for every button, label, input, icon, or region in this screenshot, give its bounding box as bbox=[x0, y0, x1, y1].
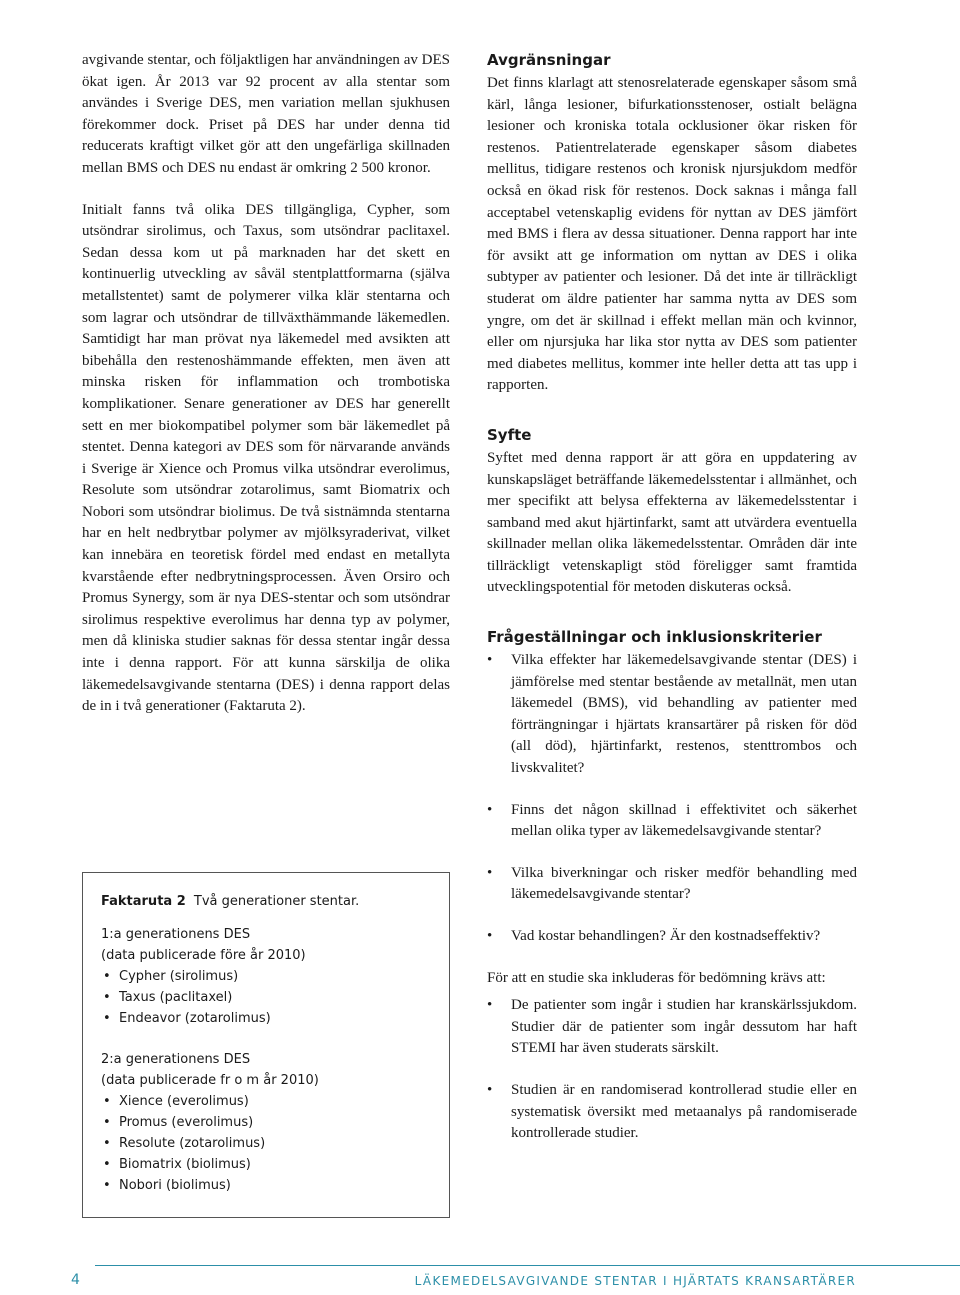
list-item: • Vilka biverkningar och risker medför behandling med läkemedelsavgivande stentar? bbox=[487, 864, 857, 903]
bullet-icon: • bbox=[487, 652, 493, 669]
body-paragraph-2: Initialt fanns två olika DES tillgängliga, Cypher, som utsöndrar sirolimus, och Taxus, som utsöndrar paclitaxel. Sedan dessa kom ut på marknaden har det skett en kontinuerlig utveckling av såväl stentplattformarna (själva metallstentet) samt de polymerer vilka klär stentarna och som lagrar och utsöndrar de tillväxthämmande läkemedlen. Samtidigt har man prövat nya läkemedel med avsikten att bibehålla den restenoshämmande effekten, men även att minska risken för inflammation och trombotiska komplikationer. Senare generationer av DES har generellt sett en mer biokompatibel polymer som bär läkemedlet på stentet. Denna kategori av DES som för närvarande används i Sverige är Xience och Promus vilka utsöndrar everolimus, Resolute som utsöndrar zotarolimus, samt Biomatrix och Nobori som utsöndrar biolimus. De två sistnämnda stentarna har en helt nedbrytbar polymer av mjölksyraderivat, vilket kan innebära en teoretisk fördel med endast en metallyta kvarstående efter nedbrytningsprocessen. Även Orsiro och Promus Synergy, som är nya DES-stentar och som utsöndrar sirolimus respektive everolimus har denna typ av polymer, men då kliniska studier saknas för dessa stentar ingår dessa inte i denna rapport. För att kunna särskilja de olika läkemedelsavgivande stentarna (DES) i denna rapport delas de in i två generationer (Faktaruta 2). bbox=[82, 201, 450, 715]
section-heading: Syfte bbox=[487, 425, 532, 444]
list-item: • Vad kostar behandlingen? Är den kostnadseffektiv? bbox=[487, 926, 857, 948]
right-column bbox=[487, 50, 857, 1165]
section-fragestallningar bbox=[487, 627, 857, 1145]
section-avgransningar bbox=[487, 50, 857, 397]
generation-1-block bbox=[101, 924, 431, 1029]
bullet-icon: • bbox=[487, 997, 493, 1014]
generation-1-heading: 1:a generationens DES bbox=[101, 927, 251, 942]
fact-box-label: Faktaruta 2 bbox=[101, 894, 186, 909]
bullet-icon: • bbox=[103, 1094, 111, 1109]
list-item: • Endeavor (zotarolimus) bbox=[101, 1008, 431, 1029]
fact-box-heading: Två generationer stentar. bbox=[193, 894, 360, 909]
fact-box bbox=[82, 872, 450, 1218]
bullet-icon: • bbox=[487, 928, 493, 944]
question-list bbox=[487, 650, 857, 948]
list-item: • Nobori (biolimus) bbox=[101, 1175, 431, 1196]
bullet-icon: • bbox=[103, 1157, 111, 1172]
generation-1-note: (data publicerade före år 2010) bbox=[101, 948, 306, 963]
generation-2-block bbox=[101, 1049, 431, 1196]
body-paragraph-1: avgivande stentar, och följaktligen har användningen av DES ökat igen. År 2013 var 92 procent av alla stentar som användes i Sverige DES, men variation mellan sjukhusen förekommer dock. Priset på DES har under denna tid reducerats kraftigt vilket gör att den ungefärliga skillnaden mellan BMS och DES nu endast är omkring 2 500 kronor. bbox=[82, 52, 450, 176]
bullet-icon: • bbox=[103, 1136, 111, 1151]
list-item: • Cypher (sirolimus) bbox=[101, 966, 431, 987]
list-item: • Finns det någon skillnad i effektivitet och säkerhet mellan olika typer av läkemedelsavgivande stentar? bbox=[487, 801, 857, 840]
inclusion-intro: För att en studie ska inkluderas för bedömning krävs att: bbox=[487, 969, 826, 986]
generation-1-list bbox=[101, 966, 431, 1029]
list-item: • Biomatrix (biolimus) bbox=[101, 1154, 431, 1175]
bullet-icon: • bbox=[103, 1115, 111, 1130]
generation-2-note: (data publicerade fr o m år 2010) bbox=[101, 1073, 319, 1088]
page-footer bbox=[0, 1265, 960, 1295]
list-item: • Taxus (paclitaxel) bbox=[101, 987, 431, 1008]
page-number: 4 bbox=[71, 1272, 80, 1288]
bullet-icon: • bbox=[487, 864, 493, 881]
fact-box-title bbox=[101, 891, 431, 912]
bullet-icon: • bbox=[103, 1011, 111, 1026]
bullet-icon: • bbox=[103, 969, 111, 984]
list-item: • Promus (everolimus) bbox=[101, 1112, 431, 1133]
running-head: LÄKEMEDELSAVGIVANDE STENTAR I HJÄRTATS KRANSARTÄRER bbox=[414, 1274, 856, 1288]
list-item: • Resolute (zotarolimus) bbox=[101, 1133, 431, 1154]
list-item: • De patienter som ingår i studien har kranskärlssjukdom. Studier där de patienter som ingår dessutom har haft STEMI har även studerats särskilt. bbox=[487, 997, 857, 1057]
section-syfte bbox=[487, 425, 857, 599]
list-item: • Xience (everolimus) bbox=[101, 1091, 431, 1112]
section-text: Det finns klarlagt att stenosrelaterade egenskaper såsom små kärl, långa lesioner, bifurkationsstenoser, ostialt belägna lesioner och kroniska totala ocklusioner ökar risken för restenos. Patientrelaterade egenskaper såsom diabetes mellitus, tidigare restenos och kronisk njursjukdom medför också en ökad risk för restenos. Dock saknas i många fall acceptabel vetenskaplig evidens för nyttan av DES jämfört med BMS i flera av dessa situationer. Denna rapport har inte för avsikt att ge information om nyttan av DES i olika subtyper av patienter och lesioner. Då det inte är tillräckligt studerat om äldre patienter har samma nytta av DES som yngre, om det är skillnad i effekt mellan män och kvinnor, eller om njursjuka har lika stor nytta av DES som patienter med diabetes mellitus, kommer inte heller detta att tas upp i rapporten. bbox=[487, 75, 857, 394]
footer-rule bbox=[95, 1265, 960, 1266]
generation-2-heading: 2:a generationens DES bbox=[101, 1052, 251, 1067]
bullet-icon: • bbox=[487, 801, 493, 818]
section-heading: Avgränsningar bbox=[487, 51, 611, 69]
generation-2-list bbox=[101, 1091, 431, 1196]
list-item: • Studien är en randomiserad kontrollerad studie eller en systematisk översikt med metaanalys på randomiserade kontrollerade studier. bbox=[487, 1081, 857, 1142]
bullet-icon: • bbox=[487, 1081, 493, 1098]
bullet-icon: • bbox=[103, 990, 111, 1005]
criteria-list bbox=[487, 995, 857, 1145]
section-text: Syftet med denna rapport är att göra en uppdatering av kunskapsläget beträffande läkemedelsstentar i allmänhet, och mer specifikt att belysa effekterna av läkemedelsstentar i samband med akut hjärtinfarkt, samt att utvärdera eventuella skillnader mellan olika läkemedelsstentar. Områden där inte tillräckligt vetenskapligt stöd föreligger samt framtida utvecklingspotential för metoden diskuteras också. bbox=[487, 449, 857, 596]
bullet-icon: • bbox=[103, 1178, 111, 1193]
list-item: • Vilka effekter har läkemedelsavgivande stentar (DES) i jämförelse med stentar bestående av metallnät, men utan läkemedel (BMS), vid behandling av patienter med förträngningar i hjärtats kransartärer på risken för död (all död), hjärtinfarkt, restenos, stenttrombos och livskvalitet? bbox=[487, 652, 857, 777]
left-column bbox=[82, 50, 450, 718]
section-heading: Frågeställningar och inklusionskriterier bbox=[487, 628, 822, 647]
